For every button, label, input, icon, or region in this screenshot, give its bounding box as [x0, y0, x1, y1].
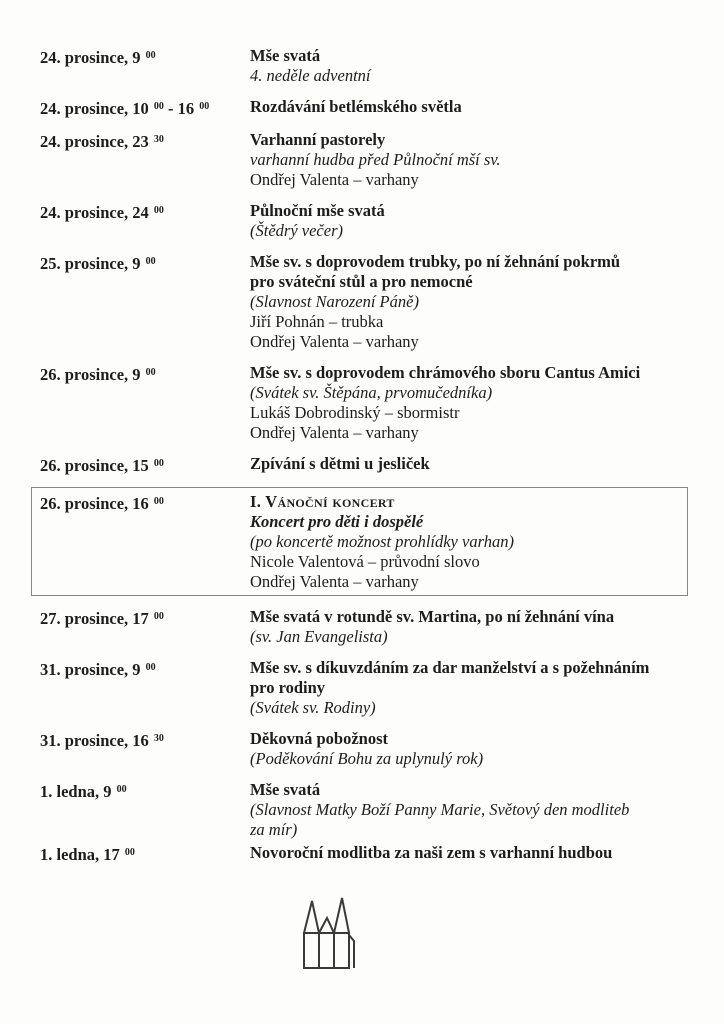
event-line: (Slavnost Matky Boží Panny Marie, Světový den modliteb	[250, 800, 630, 819]
event-details	[250, 843, 694, 863]
date-text: 24. prosince, 24	[40, 203, 153, 222]
date-text: 31. prosince, 16	[40, 731, 153, 750]
event-line: Lukáš Dobrodinský – sbormistr	[250, 403, 460, 422]
date-text: 27. prosince, 17	[40, 609, 153, 628]
event-date	[40, 843, 250, 865]
event-date	[40, 454, 250, 476]
schedule-entry	[40, 130, 694, 190]
event-line: Mše svatá	[250, 46, 321, 65]
event-line: 4. neděle adventní	[250, 66, 371, 85]
event-details	[250, 363, 694, 443]
event-line: Mše sv. s díkuvzdáním za dar manželství a s požehnáním	[250, 658, 650, 677]
schedule-entry	[40, 363, 694, 443]
schedule-entry	[40, 658, 694, 718]
time-superscript: 00	[145, 256, 156, 267]
schedule-entry	[40, 729, 694, 769]
time-superscript: 00	[153, 458, 164, 469]
event-line: (sv. Jan Evangelista)	[250, 627, 388, 646]
event-line: (Štědrý večer)	[250, 221, 343, 240]
date-text: 24. prosince, 9	[40, 48, 145, 67]
event-line: Koncert pro děti i dospělé	[250, 512, 424, 531]
event-line: Mše svatá v rotundě sv. Martina, po ní žehnání vína	[250, 607, 615, 626]
event-line: Varhanní pastorely	[250, 130, 386, 149]
event-line: (Svátek sv. Rodiny)	[250, 698, 376, 717]
church-body	[304, 933, 349, 968]
event-line: Mše sv. s doprovodem chrámového sboru Cantus Amici	[250, 363, 641, 382]
date-text: 1. ledna, 17	[40, 845, 124, 864]
schedule-entry	[31, 487, 688, 596]
time-superscript: 00	[116, 784, 127, 795]
event-line: pro sváteční stůl a pro nemocné	[250, 272, 473, 291]
schedule-entry	[40, 607, 694, 647]
schedule-entry	[40, 252, 694, 352]
date-text: 1. ledna, 9	[40, 782, 116, 801]
event-date	[40, 252, 250, 274]
date-text: 24. prosince, 10	[40, 99, 153, 118]
church-outline-icon	[301, 896, 359, 972]
event-date	[40, 201, 250, 223]
event-details	[250, 46, 694, 86]
time-superscript: 00	[153, 611, 164, 622]
schedule-entry	[40, 780, 694, 840]
event-details	[250, 780, 694, 840]
date-text: 26. prosince, 9	[40, 365, 145, 384]
event-details	[250, 130, 694, 190]
event-details	[250, 729, 694, 769]
time-superscript: 30	[153, 733, 164, 744]
event-line: varhanní hudba před Půlnoční mší sv.	[250, 150, 501, 169]
event-line: Ondřej Valenta – varhany	[250, 572, 419, 591]
time-superscript: 00	[199, 101, 210, 112]
date-text: - 16	[163, 99, 199, 118]
date-text: 26. prosince, 16	[40, 494, 153, 513]
event-line: Ondřej Valenta – varhany	[250, 170, 419, 189]
event-line: Mše svatá	[250, 780, 321, 799]
event-details	[250, 201, 694, 241]
event-line: I. Vánoční koncert	[250, 492, 395, 511]
time-superscript: 30	[153, 134, 164, 145]
event-line: pro rodiny	[250, 678, 326, 697]
event-line: Jiří Pohnán – trubka	[250, 312, 384, 331]
event-details	[250, 252, 694, 352]
date-text: 25. prosince, 9	[40, 254, 145, 273]
date-text: 31. prosince, 9	[40, 660, 145, 679]
event-line: (Svátek sv. Štěpána, prvomučedníka)	[250, 383, 493, 402]
event-line: Novoroční modlitba za naši zem s varhanní hudbou	[250, 843, 613, 862]
event-date	[40, 658, 250, 680]
date-text: 24. prosince, 23	[40, 132, 153, 151]
event-date	[40, 46, 250, 68]
event-date	[40, 130, 250, 152]
event-line: (Poděkování Bohu za uplynulý rok)	[250, 749, 484, 768]
event-date	[40, 363, 250, 385]
event-line: Mše sv. s doprovodem trubky, po ní žehnání pokrmů	[250, 252, 621, 271]
event-line: Zpívání s dětmi u jesliček	[250, 454, 430, 473]
time-superscript: 00	[153, 496, 164, 507]
event-line: (po koncertě možnost prohlídky varhan)	[250, 532, 514, 551]
church-logo	[301, 896, 359, 972]
schedule-entry	[40, 97, 694, 119]
schedule-entry	[40, 201, 694, 241]
church-right-spire	[334, 898, 349, 933]
event-line: za mír)	[250, 820, 298, 839]
time-superscript: 00	[145, 367, 156, 378]
event-line: Děkovná pobožnost	[250, 729, 388, 748]
event-line: Ondřej Valenta – varhany	[250, 423, 419, 442]
schedule-entry	[40, 454, 694, 476]
time-superscript: 00	[124, 847, 135, 858]
event-line: Ondřej Valenta – varhany	[250, 332, 419, 351]
event-date	[40, 492, 250, 514]
church-left-spire	[304, 901, 319, 933]
event-line: Půlnoční mše svatá	[250, 201, 385, 220]
schedule-entry	[40, 46, 694, 86]
time-superscript: 00	[145, 50, 156, 61]
event-date	[40, 780, 250, 802]
event-line: Nicole Valentová – průvodní slovo	[250, 552, 480, 571]
event-details	[250, 454, 694, 474]
schedule-entry	[40, 843, 694, 865]
event-date	[40, 607, 250, 629]
event-details	[250, 97, 694, 117]
date-text: 26. prosince, 15	[40, 456, 153, 475]
time-superscript: 00	[145, 662, 156, 673]
event-details	[250, 607, 694, 647]
event-date	[40, 97, 250, 119]
church-middle-gable	[319, 918, 334, 933]
event-details	[250, 658, 694, 718]
event-date	[40, 729, 250, 751]
event-line: Rozdávání betlémského světla	[250, 97, 462, 116]
event-line: (Slavnost Narození Páně)	[250, 292, 419, 311]
event-details	[250, 492, 681, 592]
time-superscript: 00	[153, 101, 164, 112]
time-superscript: 00	[153, 205, 164, 216]
